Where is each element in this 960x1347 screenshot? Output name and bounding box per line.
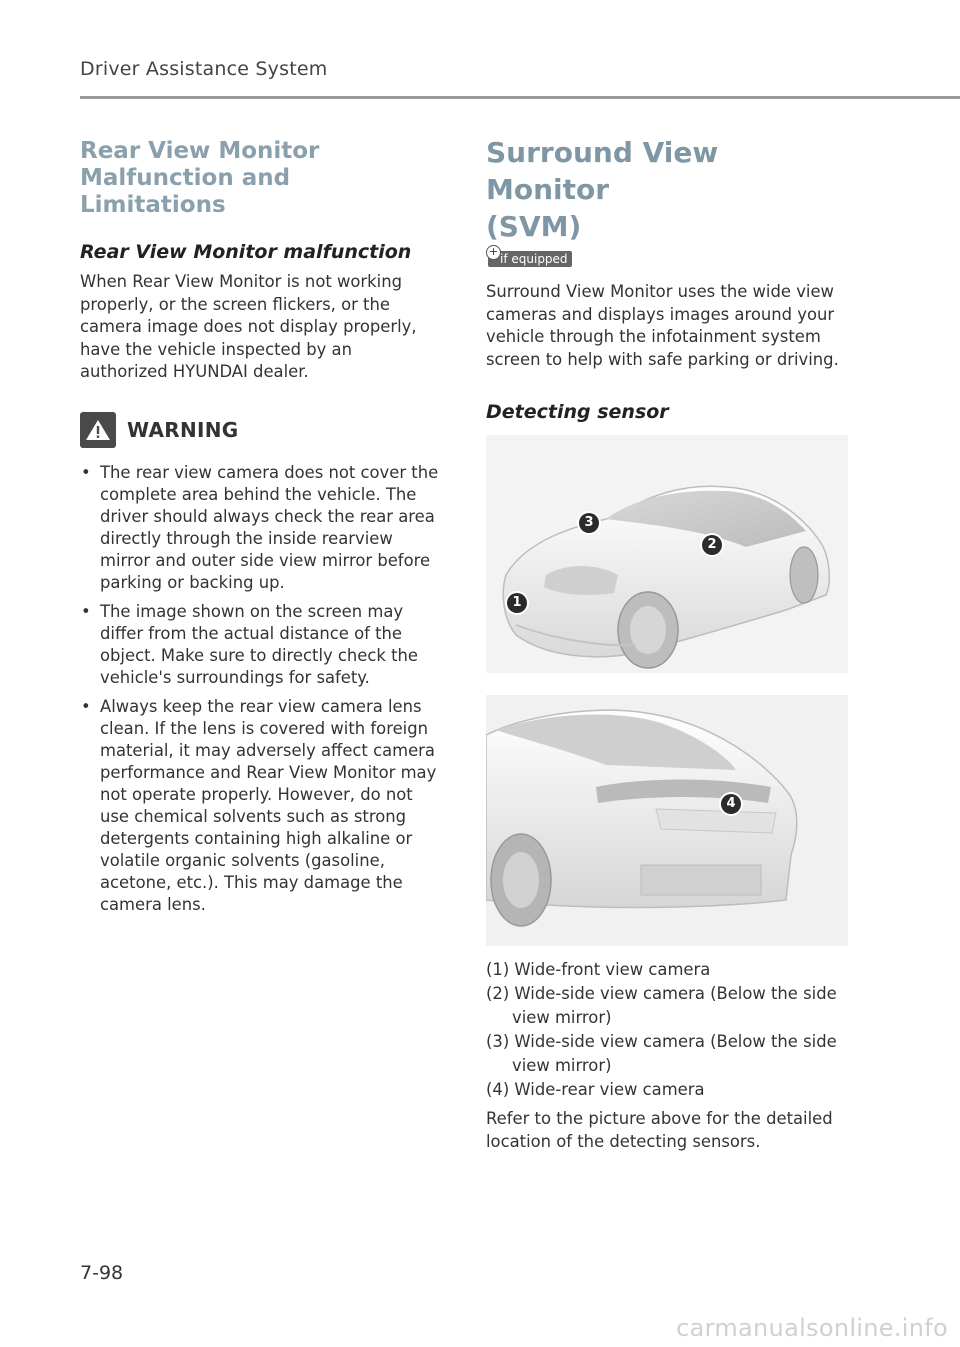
callout-badge-4: 4 bbox=[721, 794, 741, 814]
section-title-svm: Surround View Monitor (SVM) bbox=[486, 136, 719, 243]
svm-intro-paragraph: Surround View Monitor uses the wide view cameras and displays images around your vehicle through the infotainment system screen to help with safe parking or driving. bbox=[486, 282, 839, 369]
rear-car-illustration bbox=[486, 695, 848, 946]
plus-icon: + bbox=[486, 245, 501, 260]
warning-icon bbox=[80, 412, 116, 448]
warning-label: WARNING bbox=[127, 417, 239, 442]
section-title-rvm-malfunction: Rear View Monitor Malfunction and Limitations bbox=[80, 138, 320, 218]
caption-item: (4) Wide-rear view camera bbox=[486, 1080, 705, 1100]
callout-badge-3: 3 bbox=[579, 513, 599, 533]
caption-item: (3) Wide-side view camera (Below the side view mirror) bbox=[486, 1032, 837, 1076]
badge-label: if equipped bbox=[488, 251, 572, 267]
warning-item: • The image shown on the screen may differ from the actual distance of the object. Make sure to directly check the vehicle's surroundings for safety. bbox=[80, 601, 442, 689]
page-number: 7-98 bbox=[80, 1262, 124, 1284]
sensor-location-note: Refer to the picture above for the detailed location of the detecting sensors. bbox=[486, 1109, 833, 1151]
header-divider bbox=[80, 96, 960, 99]
left-column bbox=[80, 138, 442, 923]
front-car-figure bbox=[486, 435, 848, 673]
page-header: Driver Assistance System bbox=[80, 58, 328, 80]
rear-car-figure bbox=[486, 695, 848, 946]
subsection-title-rvm-malfunction: Rear View Monitor malfunction bbox=[80, 241, 412, 263]
callout-badge-1: 1 bbox=[507, 593, 527, 613]
warning-header bbox=[80, 412, 442, 448]
caption-item: (1) Wide-front view camera bbox=[486, 960, 711, 980]
warning-item: • The rear view camera does not cover the complete area behind the vehicle. The driver should always check the rear area directly through the inside rearview mirror and outer side view mirror before parking or backing up. bbox=[80, 462, 442, 594]
malfunction-paragraph: When Rear View Monitor is not working properly, or the screen flickers, or the camera image does not display properly, have the vehicle inspected by an authorized HYUNDAI dealer. bbox=[80, 272, 417, 382]
right-column bbox=[486, 134, 848, 1154]
caption-item: (2) Wide-side view camera (Below the side view mirror) bbox=[486, 984, 837, 1028]
subsection-title-detecting-sensor: Detecting sensor bbox=[486, 401, 669, 424]
warning-item: • Always keep the rear view camera lens clean. If the lens is covered with foreign material, it may adversely affect camera performance and Rear View Monitor may not operate properly. However, do not use chemical solvents such as strong detergents containing high alkaline or volatile organic solvents (gasoline, acetone, etc.). This may damage the camera lens. bbox=[80, 696, 442, 916]
warning-list bbox=[80, 462, 442, 916]
front-car-illustration bbox=[486, 435, 848, 673]
caption-list bbox=[486, 958, 848, 1102]
watermark: carmanualsonline.info bbox=[676, 1314, 948, 1342]
callout-badge-2: 2 bbox=[702, 535, 722, 555]
if-equipped-badge bbox=[486, 245, 572, 267]
